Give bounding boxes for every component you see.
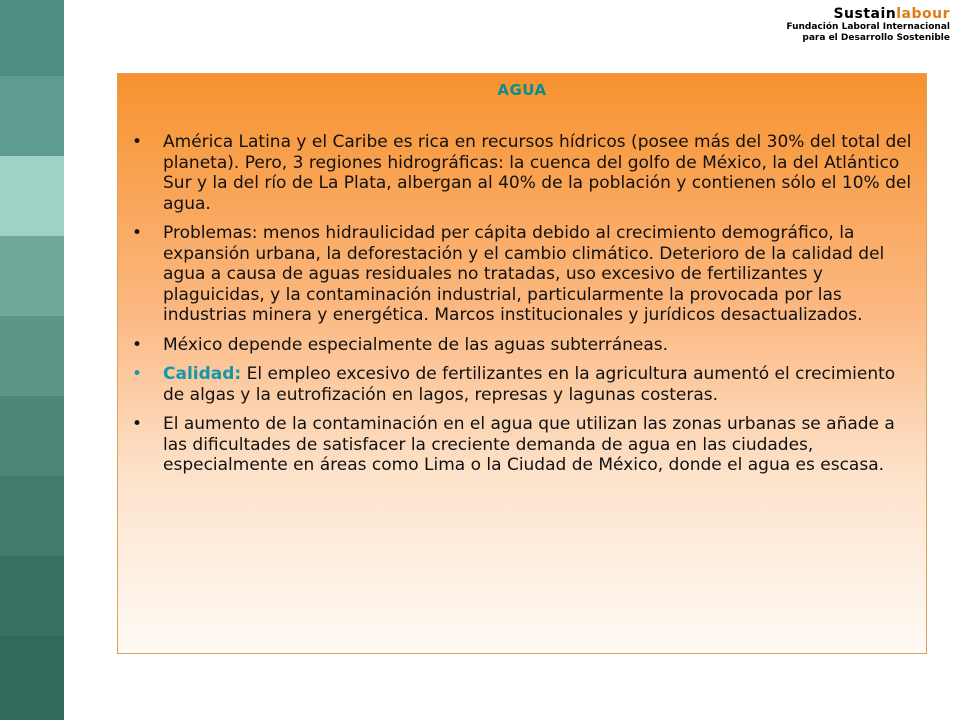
- strip-segment: [0, 316, 64, 396]
- bullet-item: [128, 414, 918, 476]
- bullet-item: [128, 364, 918, 405]
- strip-segment: [0, 0, 64, 76]
- bullet-dot-icon: •: [132, 414, 143, 434]
- strip-segment: [0, 636, 64, 720]
- bullet-text: América Latina y el Caribe es rica en recursos hídricos (posee más del 30% del total del planeta). Pero, 3 regiones hidrográficas: la cuenca del golfo de México, la del Atlántico Sur y la del río de La Plata, albergan al 40% de la población y contienen sólo el 10% del agua.: [163, 132, 912, 214]
- bullet-list: [128, 132, 918, 485]
- brand-subtitle-line2: para el Desarrollo Sostenible: [802, 33, 950, 43]
- bullet-highlight: Calidad:: [163, 364, 242, 384]
- bullet-dot-icon: •: [132, 364, 143, 384]
- strip-segment: [0, 236, 64, 316]
- slide-content-box: [117, 73, 927, 654]
- bullet-text: El aumento de la contaminación en el agua que utilizan las zonas urbanas se añade a las dificultades de satisfacer la creciente demanda de agua en las ciudades, especialmente en áreas como Lima o la Ciudad de México, donde el agua es escasa.: [163, 414, 895, 475]
- brand-subtitle-line1: Fundación Laboral Internacional: [786, 22, 950, 32]
- strip-segment: [0, 476, 64, 556]
- brand-name: [786, 6, 950, 22]
- bullet-text: México depende especialmente de las aguas subterráneas.: [163, 334, 669, 355]
- bullet-text: El empleo excesivo de fertilizantes en la agricultura aumentó el crecimiento de algas y la eutrofización en lagos, represas y lagunas costeras.: [163, 364, 896, 405]
- bullet-dot-icon: •: [132, 334, 143, 355]
- bullet-text: Problemas: menos hidraulicidad per cápita debido al crecimiento demográfico, la expansión urbana, la deforestación y el cambio climático. Deterioro de la calidad del agua a causa de aguas residuales no tratadas, uso excesivo de fertilizantes y plaguicidas, y la contaminación industrial, particularmente la provocada por las industrias minera y energética. Marcos institucionales y jurídicos desactualizados.: [163, 223, 885, 325]
- strip-segment: [0, 556, 64, 636]
- decorative-side-strip: [0, 0, 64, 720]
- strip-segment: [0, 396, 64, 476]
- strip-segment: [0, 156, 64, 236]
- bullet-item: [128, 132, 918, 214]
- brand-logo: [786, 6, 950, 44]
- bullet-dot-icon: •: [132, 132, 143, 152]
- strip-segment: [0, 76, 64, 156]
- bullet-item: [128, 335, 918, 356]
- bullet-dot-icon: •: [132, 223, 143, 243]
- brand-name-part2: labour: [896, 6, 950, 22]
- bullet-item: [128, 223, 918, 326]
- slide-title: AGUA: [497, 81, 547, 99]
- brand-name-part1: Sustain: [833, 6, 897, 22]
